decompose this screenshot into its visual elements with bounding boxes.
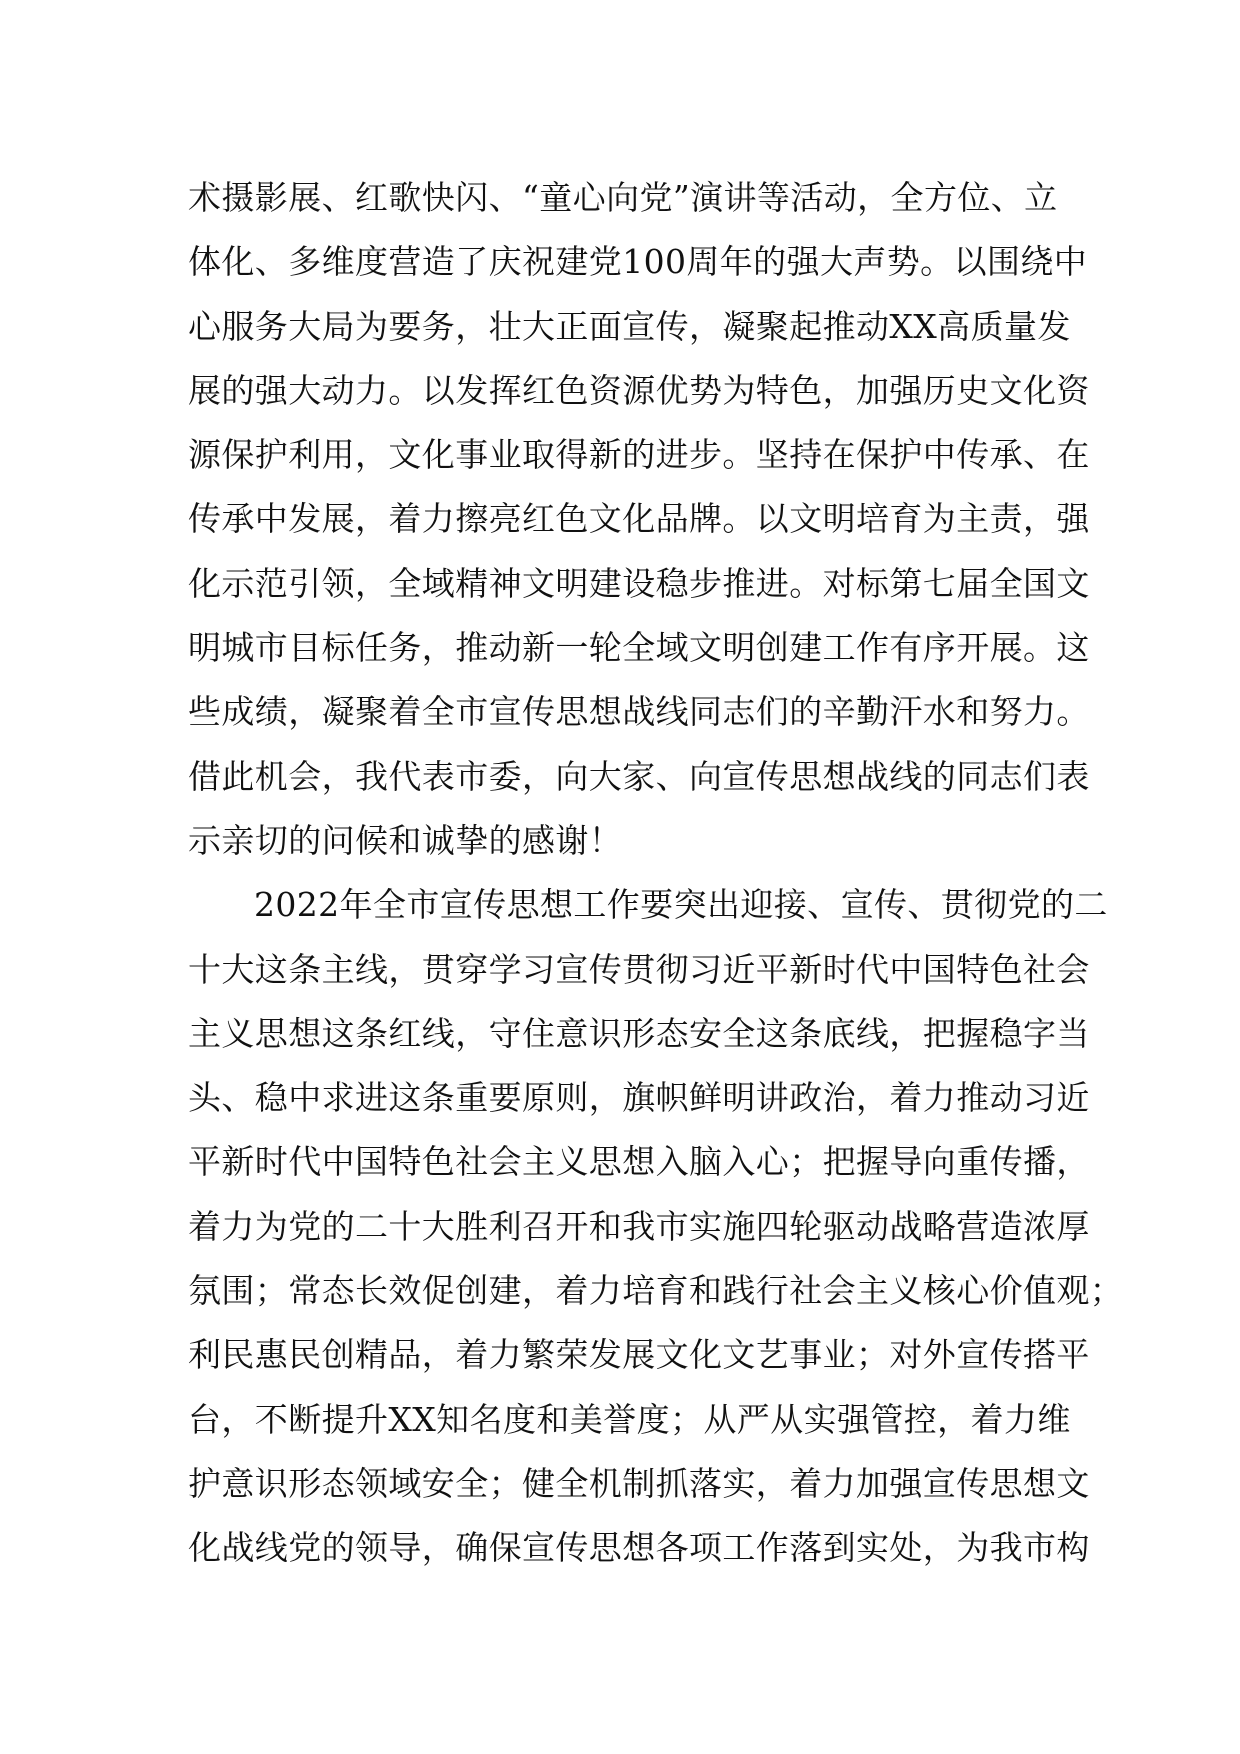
text-line: 主义思想这条红线，守住意识形态安全这条底线，把握稳字当 <box>188 1013 1090 1053</box>
text-line: 着力为党的二十大胜利召开和我市实施四轮驱动战略营造浓厚 <box>188 1206 1090 1246</box>
text-line: 平新时代中国特色社会主义思想入脑入心；把握导向重传播， <box>188 1142 1090 1182</box>
paragraph-first-line: 2022年全市宣传思想工作要突出迎接、宣传、贯彻党的二 <box>254 885 1108 925</box>
text-line: 示亲切的问候和诚挚的感谢！ <box>188 820 623 860</box>
text-line: 头、稳中求进这条重要原则，旗帜鲜明讲政治，着力推动习近 <box>188 1078 1090 1118</box>
text-line: 些成绩，凝聚着全市宣传思想战线同志们的辛勤汗水和努力。 <box>188 692 1090 732</box>
text-line: 化战线党的领导，确保宣传思想各项工作落到实处，为我市构 <box>188 1528 1090 1568</box>
text-line: 术摄影展、红歌快闪、“童心向党”演讲等活动，全方位、立 <box>188 178 1058 217</box>
text-line: 化示范引领，全域精神文明建设稳步推进。对标第七届全国文 <box>188 563 1090 603</box>
text-line: 体化、多维度营造了庆祝建党100周年的强大声势。以围绕中 <box>188 242 1088 282</box>
text-line: 护意识形态领域安全；健全机制抓落实，着力加强宣传思想文 <box>188 1463 1090 1503</box>
body-text <box>188 166 1124 1581</box>
text-line: 利民惠民创精品，着力繁荣发展文化文艺事业；对外宣传搭平 <box>188 1335 1090 1375</box>
text-line: 明城市目标任务，推动新一轮全域文明创建工作有序开展。这 <box>188 628 1090 668</box>
text-line: 氛围；常态长效促创建，着力培育和践行社会主义核心价值观； <box>188 1271 1124 1311</box>
text-line: 传承中发展，着力擦亮红色文化品牌。以文明培育为主责，强 <box>188 499 1090 539</box>
text-line: 源保护利用，文化事业取得新的进步。坚持在保护中传承、在 <box>188 435 1090 475</box>
text-line: 台，不断提升XX知名度和美誉度；从严从实强管控，着力维 <box>188 1399 1071 1439</box>
text-line: 借此机会，我代表市委，向大家、向宣传思想战线的同志们表 <box>188 756 1090 796</box>
text-line: 十大这条主线，贯穿学习宣传贯彻习近平新时代中国特色社会 <box>188 949 1090 989</box>
text-line: 心服务大局为要务，壮大正面宣传，凝聚起推动XX高质量发 <box>188 306 1071 346</box>
text-line: 展的强大动力。以发挥红色资源优势为特色，加强历史文化资 <box>188 370 1090 410</box>
